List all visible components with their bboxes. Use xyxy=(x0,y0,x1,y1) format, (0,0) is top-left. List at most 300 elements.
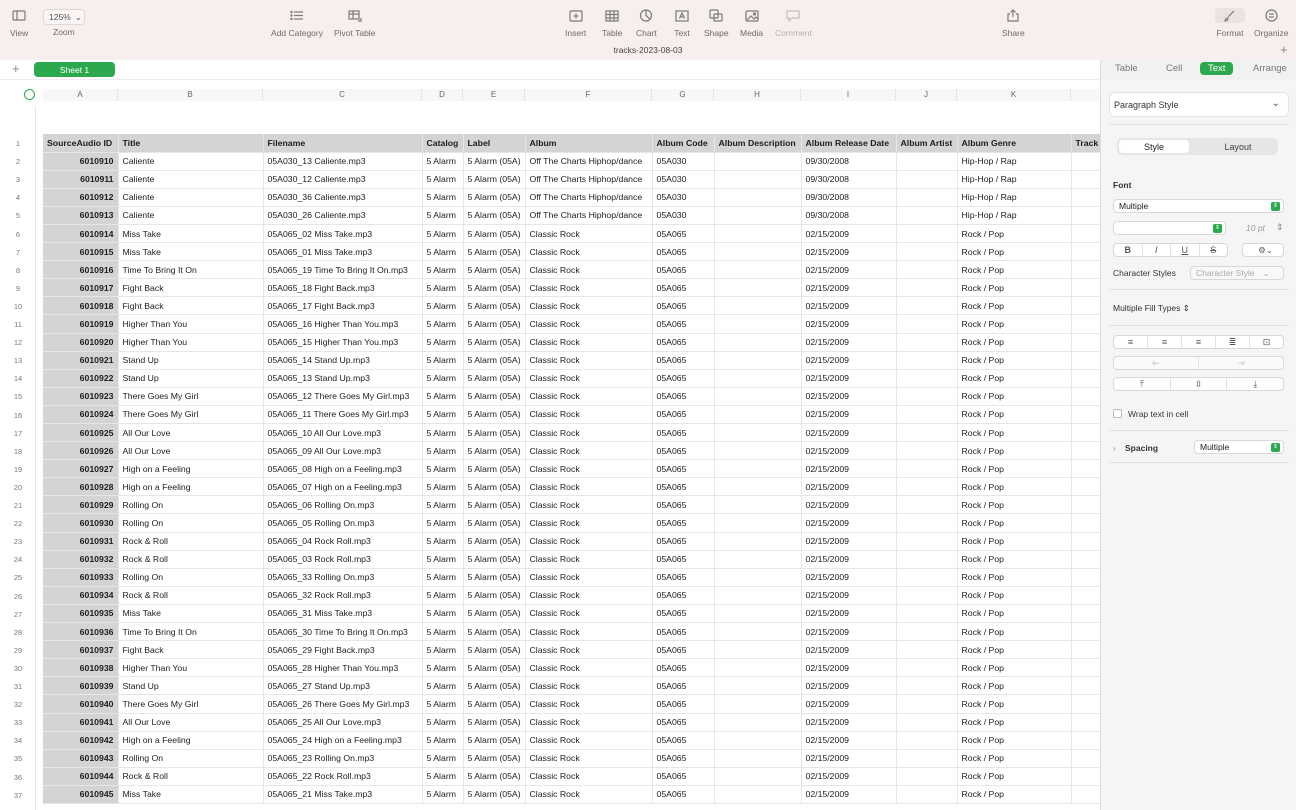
column-title[interactable]: Album Code xyxy=(652,134,714,152)
table-cell[interactable]: 5 Alarm xyxy=(422,767,463,785)
table-cell[interactable]: 5 Alarm (05A) xyxy=(463,604,525,622)
row-number[interactable]: 19 xyxy=(13,464,23,474)
table-cell[interactable]: Hip-Hop / Rap xyxy=(957,170,1071,188)
table-cell[interactable]: 05A065_10 All Our Love.mp3 xyxy=(263,424,422,442)
row-number[interactable]: 13 xyxy=(13,356,23,366)
table-cell[interactable]: 5 Alarm xyxy=(422,677,463,695)
table-cell[interactable] xyxy=(714,206,801,224)
table-cell[interactable]: Miss Take xyxy=(118,785,263,803)
table-cell[interactable]: Classic Rock xyxy=(525,261,652,279)
pivot-table-button[interactable] xyxy=(334,8,375,38)
table-cell[interactable]: 02/15/2009 xyxy=(801,713,896,731)
row-number[interactable]: 18 xyxy=(13,446,23,456)
table-cell[interactable]: Rock / Pop xyxy=(957,442,1071,460)
table-cell[interactable] xyxy=(714,713,801,731)
table-cell[interactable] xyxy=(896,478,957,496)
table-cell[interactable]: 6010928 xyxy=(43,478,118,496)
table-cell[interactable]: 5 Alarm (05A) xyxy=(463,387,525,405)
table-cell[interactable]: Classic Rock xyxy=(525,224,652,242)
table-cell[interactable]: 05A030_36 Caliente.mp3 xyxy=(263,188,422,206)
table-cell[interactable]: 6010945 xyxy=(43,785,118,803)
table-cell[interactable]: 05A030_26 Caliente.mp3 xyxy=(263,206,422,224)
row-number[interactable]: 6 xyxy=(15,229,21,239)
table-cell[interactable]: 5 Alarm (05A) xyxy=(463,695,525,713)
table-cell[interactable]: 05A065 xyxy=(652,713,714,731)
column-header-f[interactable]: F xyxy=(525,89,652,101)
table-cell[interactable]: 5 Alarm (05A) xyxy=(463,152,525,170)
table-cell[interactable] xyxy=(896,405,957,423)
table-cell[interactable]: All Our Love xyxy=(118,713,263,731)
table-cell[interactable] xyxy=(1071,586,1100,604)
strikethrough-button[interactable]: S xyxy=(1210,245,1217,255)
table-cell[interactable]: 05A065_21 Miss Take.mp3 xyxy=(263,785,422,803)
table-cell[interactable] xyxy=(1071,405,1100,423)
table-cell[interactable]: All Our Love xyxy=(118,424,263,442)
table-cell[interactable]: 5 Alarm (05A) xyxy=(463,677,525,695)
underline-button[interactable]: U xyxy=(1171,244,1200,256)
column-title[interactable]: Album xyxy=(525,134,652,152)
organize-button[interactable] xyxy=(1254,8,1289,38)
table-cell[interactable]: 5 Alarm (05A) xyxy=(463,623,525,641)
table-cell[interactable]: Off The Charts Hiphop/dance xyxy=(525,188,652,206)
table-cell[interactable] xyxy=(1071,369,1100,387)
align-center-icon[interactable]: ≡ xyxy=(1148,336,1182,348)
table-cell[interactable]: 02/15/2009 xyxy=(801,243,896,261)
table-cell[interactable]: Classic Rock xyxy=(525,532,652,550)
table-cell[interactable]: Hip-Hop / Rap xyxy=(957,188,1071,206)
row-number[interactable]: 20 xyxy=(13,482,23,492)
table-cell[interactable]: 05A065_07 High on a Feeling.mp3 xyxy=(263,478,422,496)
table-cell[interactable] xyxy=(714,315,801,333)
table-cell[interactable]: 5 Alarm xyxy=(422,387,463,405)
table-cell[interactable] xyxy=(896,496,957,514)
table-cell[interactable]: 05A065 xyxy=(652,731,714,749)
table-cell[interactable]: High on a Feeling xyxy=(118,460,263,478)
table-cell[interactable]: 5 Alarm xyxy=(422,279,463,297)
table-cell[interactable]: 05A065 xyxy=(652,749,714,767)
table-cell[interactable] xyxy=(714,586,801,604)
table-cell[interactable]: 6010942 xyxy=(43,731,118,749)
table-cell[interactable]: 09/30/2008 xyxy=(801,152,896,170)
view-button[interactable] xyxy=(10,8,28,38)
table-cell[interactable]: 5 Alarm xyxy=(422,532,463,550)
table-cell[interactable]: Rock / Pop xyxy=(957,785,1071,803)
table-cell[interactable]: Rock / Pop xyxy=(957,369,1071,387)
table-cell[interactable]: 05A065_27 Stand Up.mp3 xyxy=(263,677,422,695)
table-cell[interactable]: Miss Take xyxy=(118,604,263,622)
table-cell[interactable]: Rock / Pop xyxy=(957,333,1071,351)
table-cell[interactable] xyxy=(1071,550,1100,568)
chart-button[interactable] xyxy=(636,8,657,38)
table-cell[interactable] xyxy=(1071,785,1100,803)
table-cell[interactable]: 05A065_01 Miss Take.mp3 xyxy=(263,243,422,261)
table-cell[interactable] xyxy=(896,550,957,568)
share-button[interactable] xyxy=(1002,8,1025,38)
column-title[interactable]: Album Artist xyxy=(896,134,957,152)
table-cell[interactable] xyxy=(896,315,957,333)
table-cell[interactable] xyxy=(1071,767,1100,785)
table-cell[interactable]: 05A065 xyxy=(652,297,714,315)
table-cell[interactable] xyxy=(1071,387,1100,405)
table-cell[interactable]: 6010940 xyxy=(43,695,118,713)
table-cell[interactable] xyxy=(896,623,957,641)
table-cell[interactable]: 6010931 xyxy=(43,532,118,550)
table-cell[interactable]: Rock / Pop xyxy=(957,315,1071,333)
table-cell[interactable] xyxy=(1071,243,1100,261)
table-cell[interactable]: Rock / Pop xyxy=(957,550,1071,568)
table-cell[interactable]: Rock / Pop xyxy=(957,224,1071,242)
column-header-i[interactable]: I xyxy=(801,89,896,101)
table-cell[interactable] xyxy=(714,224,801,242)
table-cell[interactable]: 5 Alarm (05A) xyxy=(463,188,525,206)
table-cell[interactable]: 5 Alarm xyxy=(422,261,463,279)
table-cell[interactable]: 5 Alarm xyxy=(422,188,463,206)
table-cell[interactable]: 5 Alarm (05A) xyxy=(463,279,525,297)
table-cell[interactable]: 6010927 xyxy=(43,460,118,478)
table-cell[interactable]: 5 Alarm (05A) xyxy=(463,641,525,659)
align-top-icon[interactable]: ⤒ xyxy=(1114,378,1171,390)
table-cell[interactable] xyxy=(714,188,801,206)
table-cell[interactable]: Classic Rock xyxy=(525,641,652,659)
table-cell[interactable]: 6010939 xyxy=(43,677,118,695)
column-header-g[interactable]: G xyxy=(652,89,714,101)
table-cell[interactable]: 6010933 xyxy=(43,568,118,586)
table-cell[interactable]: 6010920 xyxy=(43,333,118,351)
table-cell[interactable]: 5 Alarm xyxy=(422,749,463,767)
table-cell[interactable]: 6010926 xyxy=(43,442,118,460)
table-cell[interactable]: Time To Bring It On xyxy=(118,623,263,641)
table-cell[interactable]: 05A065_03 Rock Roll.mp3 xyxy=(263,550,422,568)
row-number[interactable]: 36 xyxy=(13,772,23,782)
table-cell[interactable]: 02/15/2009 xyxy=(801,568,896,586)
table-cell[interactable] xyxy=(714,677,801,695)
table-cell[interactable]: 5 Alarm (05A) xyxy=(463,785,525,803)
row-number[interactable]: 30 xyxy=(13,663,23,673)
table-cell[interactable]: Off The Charts Hiphop/dance xyxy=(525,170,652,188)
table-cell[interactable]: 05A065_31 Miss Take.mp3 xyxy=(263,604,422,622)
add-category-button[interactable] xyxy=(271,8,323,38)
layout-tab[interactable]: Layout xyxy=(1224,141,1252,152)
table-cell[interactable]: Rock / Pop xyxy=(957,387,1071,405)
justify-icon[interactable]: ≣ xyxy=(1216,336,1250,348)
table-cell[interactable]: 5 Alarm (05A) xyxy=(463,224,525,242)
table-cell[interactable]: 05A065 xyxy=(652,532,714,550)
table-cell[interactable]: 5 Alarm (05A) xyxy=(463,206,525,224)
table-cell[interactable] xyxy=(714,261,801,279)
table-cell[interactable]: 05A030 xyxy=(652,188,714,206)
table-cell[interactable]: 05A065 xyxy=(652,695,714,713)
table-cell[interactable]: Classic Rock xyxy=(525,695,652,713)
table-cell[interactable]: 5 Alarm xyxy=(422,731,463,749)
table-cell[interactable]: 5 Alarm (05A) xyxy=(463,496,525,514)
table-cell[interactable] xyxy=(1071,514,1100,532)
table-cell[interactable]: 5 Alarm (05A) xyxy=(463,351,525,369)
row-number[interactable]: 5 xyxy=(15,211,21,221)
table-cell[interactable]: 6010921 xyxy=(43,351,118,369)
table-cell[interactable] xyxy=(714,152,801,170)
table-cell[interactable]: 5 Alarm xyxy=(422,243,463,261)
table-cell[interactable]: Classic Rock xyxy=(525,731,652,749)
table-cell[interactable]: 05A065 xyxy=(652,659,714,677)
character-style-select[interactable] xyxy=(1190,266,1284,280)
table-cell[interactable]: 05A065 xyxy=(652,767,714,785)
table-cell[interactable] xyxy=(1071,188,1100,206)
table-cell[interactable]: 5 Alarm xyxy=(422,224,463,242)
table-cell[interactable] xyxy=(714,532,801,550)
table-cell[interactable]: 05A065 xyxy=(652,623,714,641)
table-cell[interactable] xyxy=(896,369,957,387)
table-cell[interactable]: Stand Up xyxy=(118,677,263,695)
table-cell[interactable]: Higher Than You xyxy=(118,333,263,351)
table-cell[interactable]: Rock / Pop xyxy=(957,405,1071,423)
table-cell[interactable]: 05A065 xyxy=(652,677,714,695)
table-cell[interactable]: 05A065 xyxy=(652,224,714,242)
table-cell[interactable]: Classic Rock xyxy=(525,478,652,496)
table-cell[interactable]: 6010912 xyxy=(43,188,118,206)
tab-table[interactable]: Table xyxy=(1115,63,1138,74)
table-cell[interactable] xyxy=(714,623,801,641)
table-cell[interactable] xyxy=(714,424,801,442)
table-cell[interactable]: There Goes My Girl xyxy=(118,405,263,423)
table-cell[interactable]: 5 Alarm xyxy=(422,659,463,677)
table-cell[interactable] xyxy=(896,568,957,586)
add-sheet-button[interactable]: + xyxy=(12,61,20,76)
table-cell[interactable]: Classic Rock xyxy=(525,369,652,387)
table-cell[interactable]: 6010918 xyxy=(43,297,118,315)
table-cell[interactable]: 05A065 xyxy=(652,460,714,478)
table-cell[interactable] xyxy=(1071,478,1100,496)
table-cell[interactable]: Rock / Pop xyxy=(957,695,1071,713)
table-cell[interactable]: Rock / Pop xyxy=(957,351,1071,369)
table-cell[interactable]: 05A065_14 Stand Up.mp3 xyxy=(263,351,422,369)
table-cell[interactable]: 09/30/2008 xyxy=(801,170,896,188)
table-cell[interactable]: 5 Alarm xyxy=(422,604,463,622)
font-family-select[interactable] xyxy=(1113,199,1284,213)
table-cell[interactable]: Rock / Pop xyxy=(957,568,1071,586)
table-cell[interactable]: 02/15/2009 xyxy=(801,623,896,641)
column-header-a[interactable]: A xyxy=(43,89,118,101)
table-cell[interactable]: Higher Than You xyxy=(118,315,263,333)
row-number[interactable]: 35 xyxy=(13,754,23,764)
table-cell[interactable]: Rock / Pop xyxy=(957,713,1071,731)
table-cell[interactable]: Rock / Pop xyxy=(957,731,1071,749)
table-cell[interactable]: 6010910 xyxy=(43,152,118,170)
table-cell[interactable]: 5 Alarm (05A) xyxy=(463,315,525,333)
table-cell[interactable]: 5 Alarm (05A) xyxy=(463,713,525,731)
table-cell[interactable]: 05A065 xyxy=(652,586,714,604)
wrap-text-checkbox[interactable] xyxy=(1113,409,1122,418)
table-cell[interactable]: 6010932 xyxy=(43,550,118,568)
table-cell[interactable] xyxy=(896,333,957,351)
decrease-indent-icon[interactable]: ⇤ xyxy=(1114,357,1199,369)
table-cell[interactable]: Rock & Roll xyxy=(118,767,263,785)
table-cell[interactable]: 5 Alarm (05A) xyxy=(463,749,525,767)
table-cell[interactable]: 5 Alarm xyxy=(422,424,463,442)
table-cell[interactable]: 5 Alarm (05A) xyxy=(463,659,525,677)
table-cell[interactable]: 02/15/2009 xyxy=(801,749,896,767)
tab-text[interactable]: Text xyxy=(1200,62,1233,75)
table-cell[interactable] xyxy=(896,749,957,767)
font-size-field[interactable] xyxy=(1241,221,1273,235)
table-cell[interactable] xyxy=(1071,695,1100,713)
table-cell[interactable] xyxy=(1071,713,1100,731)
table-cell[interactable]: Classic Rock xyxy=(525,351,652,369)
table-cell[interactable] xyxy=(714,243,801,261)
table-cell[interactable]: 05A065_33 Rolling On.mp3 xyxy=(263,568,422,586)
column-title[interactable]: Label xyxy=(463,134,525,152)
table-cell[interactable]: 05A065_12 There Goes My Girl.mp3 xyxy=(263,387,422,405)
table-cell[interactable]: Rock & Roll xyxy=(118,532,263,550)
table-cell[interactable]: 05A065_15 Higher Than You.mp3 xyxy=(263,333,422,351)
table-cell[interactable] xyxy=(896,243,957,261)
table-cell[interactable] xyxy=(714,749,801,767)
row-number[interactable]: 15 xyxy=(13,392,23,402)
table-cell[interactable]: Classic Rock xyxy=(525,387,652,405)
table-cell[interactable]: 05A065 xyxy=(652,641,714,659)
table-cell[interactable]: Rock & Roll xyxy=(118,550,263,568)
table-cell[interactable]: 05A030_12 Caliente.mp3 xyxy=(263,170,422,188)
table-cell[interactable]: 05A065_08 High on a Feeling.mp3 xyxy=(263,460,422,478)
table-cell[interactable]: 6010911 xyxy=(43,170,118,188)
table-cell[interactable]: Rock / Pop xyxy=(957,532,1071,550)
table-cell[interactable] xyxy=(714,731,801,749)
table-cell[interactable] xyxy=(896,695,957,713)
table-cell[interactable]: 05A065 xyxy=(652,369,714,387)
table-cell[interactable]: Hip-Hop / Rap xyxy=(957,206,1071,224)
table-cell[interactable]: 5 Alarm xyxy=(422,713,463,731)
table-cell[interactable]: 5 Alarm (05A) xyxy=(463,333,525,351)
table-cell[interactable]: 5 Alarm (05A) xyxy=(463,261,525,279)
table-cell[interactable]: 6010916 xyxy=(43,261,118,279)
zoom-select[interactable] xyxy=(43,9,85,25)
table-cell[interactable]: 05A065 xyxy=(652,568,714,586)
row-number[interactable]: 25 xyxy=(13,573,23,583)
table-cell[interactable]: Classic Rock xyxy=(525,749,652,767)
table-cell[interactable] xyxy=(1071,604,1100,622)
table-cell[interactable]: 05A065 xyxy=(652,550,714,568)
row-number[interactable]: 4 xyxy=(15,193,21,203)
table-cell[interactable]: 5 Alarm xyxy=(422,442,463,460)
table-cell[interactable]: 5 Alarm xyxy=(422,641,463,659)
table-cell[interactable]: 05A065 xyxy=(652,478,714,496)
table-cell[interactable]: Classic Rock xyxy=(525,713,652,731)
table-cell[interactable]: 5 Alarm xyxy=(422,478,463,496)
table-cell[interactable] xyxy=(714,785,801,803)
table-cell[interactable] xyxy=(896,206,957,224)
table-cell[interactable]: 5 Alarm xyxy=(422,333,463,351)
align-middle-icon[interactable]: ⇳ xyxy=(1171,378,1228,390)
table-cell[interactable]: 5 Alarm xyxy=(422,550,463,568)
column-title[interactable]: Track xyxy=(1071,134,1100,152)
shape-button[interactable] xyxy=(704,8,729,38)
table-cell[interactable]: Caliente xyxy=(118,206,263,224)
table-cell[interactable]: 5 Alarm (05A) xyxy=(463,514,525,532)
table-cell[interactable]: 6010922 xyxy=(43,369,118,387)
table-cell[interactable]: Classic Rock xyxy=(525,514,652,532)
table-cell[interactable]: 6010924 xyxy=(43,405,118,423)
table-cell[interactable] xyxy=(1071,424,1100,442)
table-cell[interactable]: Classic Rock xyxy=(525,568,652,586)
table-cell[interactable]: Classic Rock xyxy=(525,315,652,333)
table-cell[interactable]: 5 Alarm (05A) xyxy=(463,478,525,496)
table-cell[interactable]: 6010917 xyxy=(43,279,118,297)
column-title[interactable]: SourceAudio ID xyxy=(43,134,118,152)
table-cell[interactable]: 02/15/2009 xyxy=(801,677,896,695)
table-cell[interactable]: 6010925 xyxy=(43,424,118,442)
table-cell[interactable]: Caliente xyxy=(118,152,263,170)
table-cell[interactable] xyxy=(896,713,957,731)
table-cell[interactable]: Classic Rock xyxy=(525,659,652,677)
table-cell[interactable]: 5 Alarm (05A) xyxy=(463,405,525,423)
table-cell[interactable]: Rock / Pop xyxy=(957,460,1071,478)
table-cell[interactable] xyxy=(896,586,957,604)
row-number[interactable]: 21 xyxy=(13,501,23,510)
table-cell[interactable]: Stand Up xyxy=(118,369,263,387)
table-cell[interactable]: 05A065_28 Higher Than You.mp3 xyxy=(263,659,422,677)
table-cell[interactable]: Classic Rock xyxy=(525,785,652,803)
table-cell[interactable]: 02/15/2009 xyxy=(801,496,896,514)
table-cell[interactable]: 5 Alarm xyxy=(422,369,463,387)
table-cell[interactable]: 02/15/2009 xyxy=(801,261,896,279)
table-cell[interactable] xyxy=(1071,351,1100,369)
table-cell[interactable] xyxy=(714,170,801,188)
table-cell[interactable] xyxy=(714,297,801,315)
table-cell[interactable]: High on a Feeling xyxy=(118,478,263,496)
table-cell[interactable]: Rock / Pop xyxy=(957,586,1071,604)
table-cell[interactable] xyxy=(896,170,957,188)
table-cell[interactable]: 05A065_18 Fight Back.mp3 xyxy=(263,279,422,297)
table-cell[interactable]: 02/15/2009 xyxy=(801,224,896,242)
table-cell[interactable]: Off The Charts Hiphop/dance xyxy=(525,206,652,224)
table-cell[interactable]: 5 Alarm xyxy=(422,568,463,586)
table-cell[interactable]: 05A065_32 Rock Roll.mp3 xyxy=(263,586,422,604)
table-cell[interactable]: 6010915 xyxy=(43,243,118,261)
table-cell[interactable]: 02/15/2009 xyxy=(801,767,896,785)
table-cell[interactable] xyxy=(896,351,957,369)
row-number[interactable]: 24 xyxy=(13,555,23,565)
column-header-h[interactable]: H xyxy=(714,89,801,101)
table-cell[interactable]: Rock / Pop xyxy=(957,623,1071,641)
increase-indent-icon[interactable]: ⇥ xyxy=(1237,358,1245,368)
table-cell[interactable] xyxy=(1071,677,1100,695)
table-cell[interactable]: 09/30/2008 xyxy=(801,188,896,206)
table-cell[interactable]: Rock / Pop xyxy=(957,279,1071,297)
table-cell[interactable]: 05A065_17 Fight Back.mp3 xyxy=(263,297,422,315)
table-select-handle[interactable] xyxy=(24,89,35,100)
table-cell[interactable]: 05A065_30 Time To Bring It On.mp3 xyxy=(263,623,422,641)
table-cell[interactable]: 5 Alarm (05A) xyxy=(463,767,525,785)
table-cell[interactable]: Classic Rock xyxy=(525,623,652,641)
table-cell[interactable]: 05A030_13 Caliente.mp3 xyxy=(263,152,422,170)
table-cell[interactable]: 05A065_09 All Our Love.mp3 xyxy=(263,442,422,460)
table-cell[interactable]: Caliente xyxy=(118,188,263,206)
table-cell[interactable] xyxy=(896,731,957,749)
table-cell[interactable]: 02/15/2009 xyxy=(801,369,896,387)
table-cell[interactable] xyxy=(714,405,801,423)
column-header-c[interactable]: C xyxy=(263,89,422,101)
table-cell[interactable]: 05A065_04 Rock Roll.mp3 xyxy=(263,532,422,550)
table-cell[interactable]: Classic Rock xyxy=(525,550,652,568)
table-cell[interactable]: 5 Alarm (05A) xyxy=(463,424,525,442)
font-typeface-select[interactable] xyxy=(1113,221,1226,235)
table-cell[interactable]: 05A065 xyxy=(652,387,714,405)
table-cell[interactable] xyxy=(896,188,957,206)
table-cell[interactable]: 5 Alarm (05A) xyxy=(463,550,525,568)
table-cell[interactable] xyxy=(714,514,801,532)
table-cell[interactable]: Classic Rock xyxy=(525,677,652,695)
paragraph-style-box[interactable] xyxy=(1109,92,1289,117)
table-cell[interactable]: 05A065 xyxy=(652,351,714,369)
